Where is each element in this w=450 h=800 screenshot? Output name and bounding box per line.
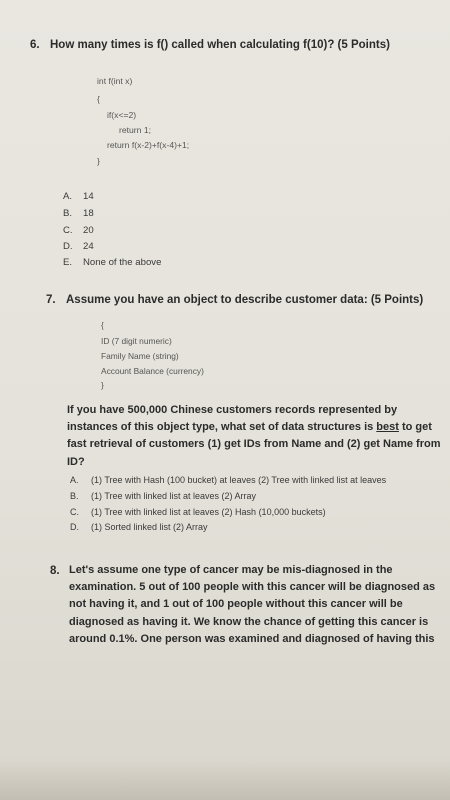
q6-code-line-4: return 1; — [119, 125, 152, 135]
q7-option-d: D. (1) Sorted linked list (2) Array — [70, 522, 208, 532]
q6-code-line-1: int f(int x) — [97, 76, 133, 86]
q7-title-text: Assume you have an object to describe customer data: (5 Points) — [66, 294, 424, 306]
q6-option-d: D. 24 — [63, 241, 94, 252]
q7-struct-line-1: { — [101, 320, 104, 330]
page-bottom-shadow — [0, 760, 450, 800]
q6-option-e: E. None of the above — [63, 257, 162, 268]
q6-title-text: How many times is f() called when calculating f(10)? (5 Points) — [50, 39, 390, 51]
q7-option-a: A. (1) Tree with Hash (100 bucket) at leaves (2) Tree with linked list at leaves — [70, 475, 387, 485]
q8-question-paragraph: Let's assume one type of cancer may be mis-diagnosed in the examination. 5 out of 100 people with this cancer will be diagnosed as not having it, and 1 out of 100 people without this cancer will be diagnosed as having it. We know the chance of getting this cancer is around 0.1%. One person was examined and diagnosed of having this — [69, 564, 436, 645]
q6-number: 6. — [30, 39, 40, 51]
q7-struct-line-5: } — [101, 380, 104, 390]
q6-option-a: A. 14 — [63, 191, 94, 202]
q6-code-line-2: { — [97, 94, 100, 104]
q7-option-b: B. (1) Tree with linked list at leaves (2) Array — [70, 491, 257, 501]
q7-number: 7. — [46, 294, 56, 306]
q7-best-word: best — [376, 421, 399, 434]
q8-number: 8. — [50, 565, 60, 577]
q6-code-line-3: if(x<=2) — [107, 110, 137, 120]
q6-option-b: B. 18 — [63, 208, 94, 219]
q7-struct-line-3: Family Name (string) — [101, 351, 179, 361]
q7-question-paragraph: If you have 500,000 Chinese customers records represented by instances of this object type, what set of data structures is best to get fast retrieval of customers (1) get IDs from Name and (2) get Name from ID? — [67, 404, 441, 468]
q7-option-c: C. (1) Tree with linked list at leaves (2) Hash (10,000 buckets) — [70, 507, 326, 517]
q7-struct-line-2: ID (7 digit numeric) — [101, 336, 172, 346]
q6-code-line-5: return f(x-2)+f(x-4)+1; — [107, 140, 190, 150]
q7-struct-line-4: Account Balance (currency) — [101, 366, 204, 376]
q6-title — [30, 39, 390, 51]
q6-option-c: C. 20 — [63, 225, 94, 236]
q6-code-line-6: } — [97, 156, 100, 166]
q7-title — [46, 294, 423, 306]
